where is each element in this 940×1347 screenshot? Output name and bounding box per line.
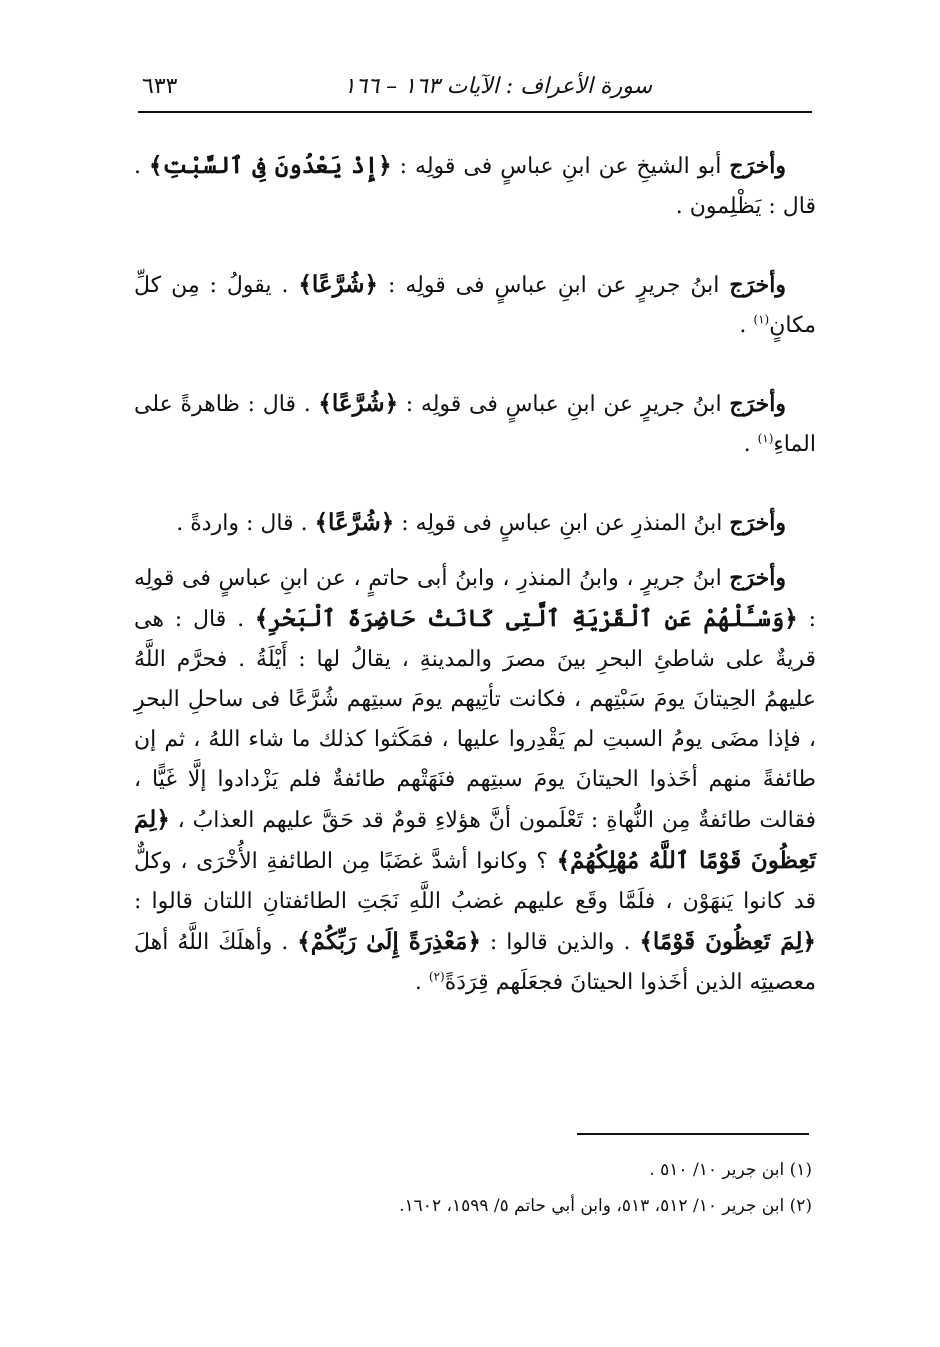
paragraph-text: أبو الشيخِ عن ابنِ عباسٍ فى قولِه : [391, 154, 730, 179]
main-text [134, 146, 816, 1041]
paragraph-lead: وأخرَج [729, 153, 786, 179]
paragraph-lead: وأخرَج [729, 272, 787, 298]
paragraph-text: . [743, 432, 758, 457]
paragraph-text: ابنُ جريرٍ عن ابنِ عباسٍ فى قولِه : [398, 392, 730, 417]
footnote-divider [577, 1133, 809, 1135]
paragraph-3 [134, 384, 816, 465]
paragraph-text: . قال : يَظْلِمون . [134, 154, 816, 219]
quran-quote: ﴿لِمَ تَعِظُونَ قَوْمًا ٱللَّهُ مُهْلِكُهُمْ﴾ [134, 806, 817, 874]
paragraph-2 [134, 265, 816, 346]
paragraph-text: . قال : هى قريةٌ على شاطئِ البحرِ بينَ مصرَ والمدينةِ ، يقالُ لها : أَيْلَةُ . فحرَّم اللَّهُ عليهمُ الحِيتانَ يومَ سَبْتِهم ، فكانت تأتِيهم يومَ سبتِهم شُرَّعًا فى ساحلِ البحرِ ، فإذا مضَى يومُ السبتِ لم يَقْدِروا عليها ، فمَكَثوا كذلك ما شاء اللهُ ، ثم إن طائفةً منهم أخَذوا الحيتانَ يومَ سبتِهم فنَهَتْهم طائفةٌ فلم يَزْدادوا إلَّا غَيًّا ، فقالت طائفةٌ مِن النُّهاةِ : تَعْلَمون أنَّ هؤلاءِ قومٌ قد حَقَّ عليهم العذابُ ، [134, 607, 816, 833]
paragraph-text: ؟ وكانوا أشدَّ غضَبًا مِن الطائفةِ الأُخْرَى ، وكلٌّ قد كانوا يَنهَوْن ، فلَمَّا وقَع عليهم غضبُ اللَّهِ نَجَتِ الطائفتانِ اللتان قالوا : [134, 849, 816, 914]
quran-quote: ﴿إِذْ يَعْدُونَ فِى ٱلسَّبْتِ﴾ [149, 152, 392, 179]
header-divider [138, 111, 812, 113]
footnote-marker: (٢) [428, 969, 445, 984]
paragraph-lead: وأخرَج [729, 391, 787, 417]
quran-quote: ﴿وَسْـَٔلْهُمْ عَنِ ٱلْقَرْيَةِ ٱلَّتِى كَانَتْ حَاضِرَةَ ٱلْبَحْرِ﴾ [254, 605, 798, 632]
paragraph-text: . [739, 313, 754, 338]
paragraph-4 [134, 503, 816, 544]
paragraph-lead: وأخرَج [729, 565, 786, 591]
paragraph-text: . [414, 970, 429, 995]
paragraph-text: . يقولُ : مِن كلِّ مكانٍ [134, 273, 816, 338]
quran-quote: ﴿شُرَّعًا﴾ [318, 390, 399, 417]
paragraph-text: ابنُ المنذرِ عن ابنِ عباسٍ فى قولِه : [394, 511, 730, 536]
paragraph-text: . قال : ظاهرةً على الماءِ [134, 392, 816, 457]
paragraph-5 [134, 558, 816, 1003]
quran-quote: ﴿مَعْذِرَةً إِلَىٰ رَبِّكُمْ﴾ [297, 928, 481, 955]
paragraph-text: . والذين قالوا : [480, 930, 640, 955]
quran-quote: ﴿شُرَّعًا﴾ [298, 271, 379, 298]
footnote-marker: (١) [757, 431, 774, 446]
footnote-2: (٢) ابن جرير ١٠/ ٥١٢، ٥١٣، وابن أبي حاتم ٥/ ١٥٩٩، ١٦٠٢. [399, 1196, 812, 1216]
paragraph-lead: وأخرَج [729, 510, 786, 536]
quran-quote: ﴿لِمَ تَعِظُونَ قَوْمًا﴾ [639, 928, 817, 955]
paragraph-text: ابنُ جريرٍ ، وابنُ المنذرِ ، وابنُ أبى حاتمٍ ، عن ابنِ عباسٍ فى قولِه : [134, 566, 816, 632]
paragraph-text: . وأهلَكَ اللَّهُ أهلَ معصيتِه الذين أخَذوا الحيتانَ فجعَلَهم قِرَدَةً [134, 930, 816, 995]
paragraph-text: . قال : واردةً . [176, 511, 315, 536]
page-number: ٦٣٣ [142, 74, 178, 99]
page-header [138, 68, 812, 108]
footnote-marker: (١) [753, 312, 770, 327]
paragraph-1 [134, 146, 816, 227]
quran-quote: ﴿شُرَّعًا﴾ [314, 509, 395, 536]
paragraph-text: ابنُ جريرٍ عن ابنِ عباسٍ فى قولِه : [378, 273, 730, 298]
footnotes [134, 1152, 812, 1224]
footnote-1: (١) ابن جرير ١٠/ ٥١٠ . [649, 1160, 812, 1180]
running-title: سورة الأعراف : الآيات ١٦٣ – ١٦٦ [343, 74, 652, 99]
